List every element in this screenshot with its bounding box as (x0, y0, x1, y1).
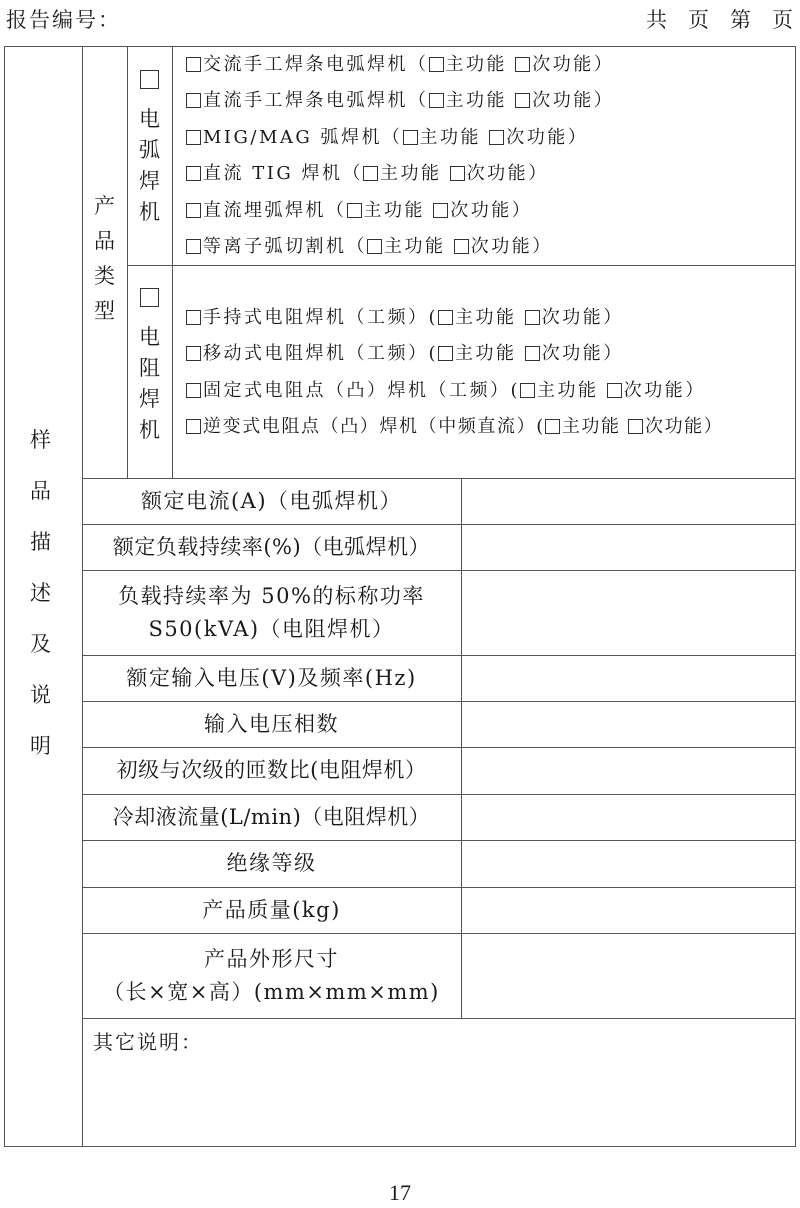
main-function-checkbox[interactable] (545, 419, 560, 434)
secondary-function-checkbox[interactable] (628, 419, 643, 434)
sample-description-label: 样 品 描 述 及 说 明 (30, 428, 51, 758)
main-function-checkbox[interactable] (429, 93, 444, 108)
divider (127, 265, 796, 266)
main-function-checkbox[interactable] (520, 383, 535, 398)
arc-welder-category: 电 弧 焊 机 (139, 70, 160, 223)
secondary-function-checkbox[interactable] (525, 346, 540, 361)
resistance-option-fixed-spot: 固定式电阻点（凸）焊机（工频）( 主功能 次功能） (186, 378, 706, 404)
param-s50-label: 负载持续率为 50%的标称功率 S50(kVA)（电阻焊机） (118, 583, 425, 641)
param-turns-ratio-label: 初级与次级的匝数比(电阻焊机） (116, 758, 427, 783)
page-counter (626, 4, 794, 34)
secondary-function-checkbox[interactable] (515, 57, 530, 72)
main-function-checkbox[interactable] (438, 346, 453, 361)
secondary-function-checkbox[interactable] (607, 383, 622, 398)
main-function-checkbox[interactable] (429, 57, 444, 72)
divider (82, 1018, 796, 1019)
arc-welder-checkbox[interactable] (140, 70, 159, 89)
param-input-voltage-value[interactable] (461, 655, 796, 701)
arc-option-saw: 直流埋弧焊机（ 主功能 次功能） (186, 198, 532, 224)
main-function-checkbox[interactable] (363, 166, 378, 181)
param-duty-cycle-label: 额定负载持续率(%)（电弧焊机） (112, 534, 431, 559)
main-function-checkbox[interactable] (367, 239, 382, 254)
arc-option-ac-smaw: 交流手工焊条电弧焊机（ 主功能 次功能） (186, 52, 614, 78)
param-dimensions-label: 产品外形尺寸 （长×宽×高）(mm×mm×mm) (103, 946, 440, 1004)
param-coolant-flow-label: 冷却液流量(L/min)（电阻焊机） (112, 804, 431, 829)
page-total-prefix: 共 (646, 8, 668, 32)
divider (127, 46, 128, 478)
param-duty-cycle-value[interactable] (461, 524, 796, 570)
param-s50-value[interactable] (461, 570, 796, 655)
param-insulation-class-label: 绝缘等级 (226, 851, 317, 876)
arc-option-plasma-cutter: 等离子弧切割机（ 主功能 次功能） (186, 234, 553, 260)
param-insulation-class-value[interactable] (461, 840, 796, 887)
page-current-suffix: 页 (772, 8, 794, 32)
main-function-checkbox[interactable] (403, 130, 418, 145)
param-mass-value[interactable] (461, 887, 796, 933)
param-coolant-flow-value[interactable] (461, 794, 796, 840)
page-number: 17 (389, 1180, 411, 1205)
main-function-checkbox[interactable] (438, 310, 453, 325)
secondary-function-checkbox[interactable] (489, 130, 504, 145)
option-checkbox[interactable] (186, 346, 201, 361)
arc-option-dc-smaw: 直流手工焊条电弧焊机（ 主功能 次功能） (186, 88, 614, 114)
param-turns-ratio-value[interactable] (461, 747, 796, 794)
option-checkbox[interactable] (186, 57, 201, 72)
param-dimensions-value[interactable] (461, 933, 796, 1018)
param-phases-label: 输入电压相数 (204, 711, 339, 736)
arc-option-mig-mag: MIG/MAG 弧焊机（ 主功能 次功能） (186, 125, 588, 151)
main-function-checkbox[interactable] (347, 203, 362, 218)
arc-option-dc-tig: 直流 TIG 焊机（ 主功能 次功能） (186, 161, 549, 187)
option-checkbox[interactable] (186, 383, 201, 398)
secondary-function-checkbox[interactable] (525, 310, 540, 325)
param-phases-value[interactable] (461, 701, 796, 747)
divider (172, 46, 173, 478)
secondary-function-checkbox[interactable] (450, 166, 465, 181)
param-rated-current-value[interactable] (461, 478, 796, 524)
option-checkbox[interactable] (186, 166, 201, 181)
param-mass-label: 产品质量(kg) (202, 897, 341, 922)
param-rated-current-label: 额定电流(A)（电弧焊机） (140, 488, 403, 513)
option-checkbox[interactable] (186, 130, 201, 145)
report-number-label: 报告编号： (6, 8, 121, 32)
secondary-function-checkbox[interactable] (433, 203, 448, 218)
option-checkbox[interactable] (186, 93, 201, 108)
param-input-voltage-label: 额定输入电压(V)及频率(Hz) (126, 665, 417, 690)
other-notes-label: 其它说明： (93, 1030, 203, 1054)
page-total-suffix: 页 (688, 8, 710, 32)
resistance-welder-checkbox[interactable] (140, 288, 159, 307)
resistance-option-inverter-spot: 逆变式电阻点（凸）焊机（中频直流）( 主功能 次功能） (186, 414, 723, 440)
option-checkbox[interactable] (186, 310, 201, 325)
option-checkbox[interactable] (186, 419, 201, 434)
product-type-label: 产 品 类 型 (94, 194, 115, 323)
secondary-function-checkbox[interactable] (454, 239, 469, 254)
resistance-option-portable: 移动式电阻焊机（工频）( 主功能 次功能） (186, 341, 624, 367)
option-checkbox[interactable] (186, 239, 201, 254)
page-current-prefix: 第 (730, 8, 752, 32)
resistance-welder-category: 电 阻 焊 机 (139, 288, 160, 441)
secondary-function-checkbox[interactable] (515, 93, 530, 108)
resistance-option-handheld: 手持式电阻焊机（工频）( 主功能 次功能） (186, 305, 624, 331)
other-notes-field[interactable] (90, 1056, 790, 1142)
option-checkbox[interactable] (186, 203, 201, 218)
